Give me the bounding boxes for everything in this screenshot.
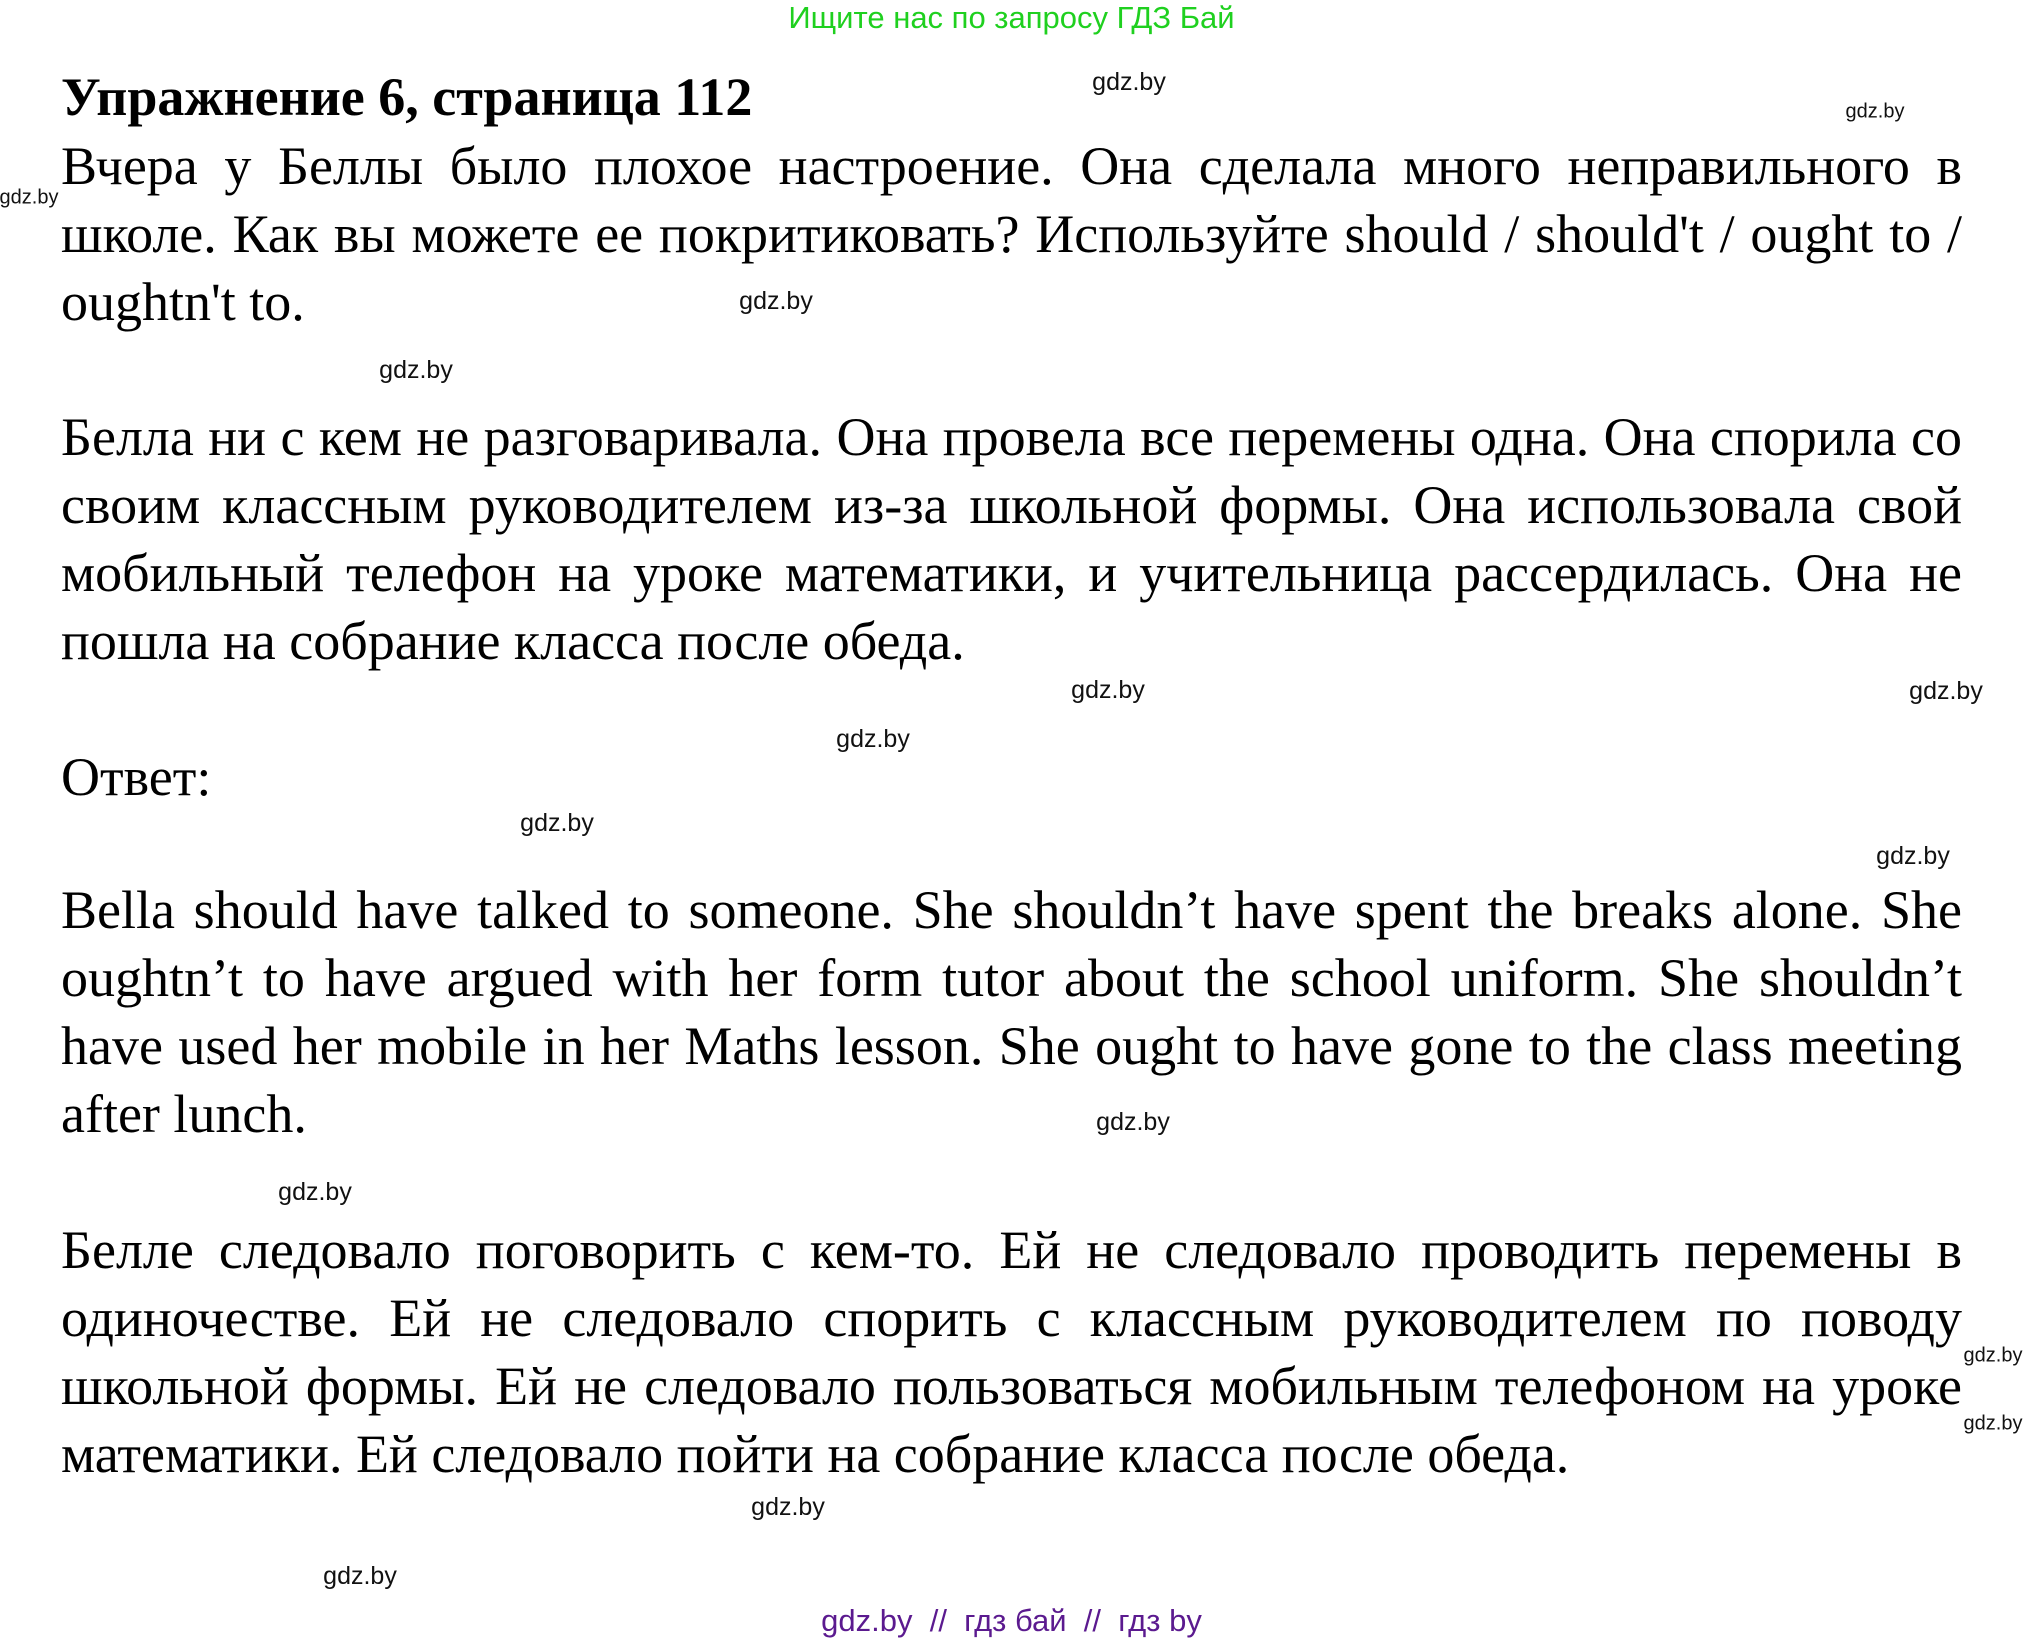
watermark: gdz.by <box>1876 842 1950 870</box>
page-title: Упражнение 6, страница 112 <box>61 67 753 127</box>
watermark: gdz.by <box>739 287 813 315</box>
answer-label: Ответ: <box>61 747 212 807</box>
situation-text: Белла ни с кем не разговаривала. Она провела все перемены одна. Она спорила со своим классным руководителем из-за школьной формы. Она использовала свой мобильный телефон на уроке математики, и учительница рассердилась. Она не пошла на собрание класса после обеда. <box>61 407 1962 671</box>
watermark: gdz.by <box>323 1562 397 1590</box>
answer-english: Bella should have talked to someone. She shouldn’t have spent the breaks alone. She oughtn’t to have argued with her form tutor about the school uniform. She shouldn’t have used her mobile in her Maths lesson. She ought to have gone to the class meeting after lunch. <box>61 880 1962 1144</box>
watermark: gdz.by <box>1071 676 1145 704</box>
watermark: gdz.by <box>1909 677 1983 705</box>
watermark: gdz.by <box>1092 68 1166 96</box>
task-text: Вчера у Беллы было плохое настроение. Она сделала много неправильного в школе. Как вы можете ее покритиковать? Используйте should / should't / ought to / oughtn't to. <box>61 136 1962 332</box>
watermark: gdz.by <box>379 356 453 384</box>
watermark: gdz.by <box>1963 1344 2023 1367</box>
search-hint-link[interactable]: Ищите нас по запросу ГДЗ Бай <box>788 0 1235 35</box>
watermark: gdz.by <box>836 725 910 753</box>
watermark: gdz.by <box>1845 100 1905 123</box>
watermark: gdz.by <box>278 1178 352 1206</box>
watermark: gdz.by <box>1963 1412 2023 1435</box>
watermark: gdz.by <box>520 809 594 837</box>
answer-russian: Белле следовало поговорить с кем-то. Ей не следовало проводить перемены в одиночестве. Ей не следовало спорить с классным руководителем по поводу школьной формы. Ей не следовало пользоваться мобильным телефоном на уроке математики. Ей следовало пойти на собрание класса после обеда. <box>61 1220 1962 1484</box>
watermark: gdz.by <box>0 186 59 209</box>
watermark: gdz.by <box>751 1493 825 1521</box>
watermark: gdz.by <box>1096 1108 1170 1136</box>
footer-links[interactable]: gdz.by // гдз бай // гдз by <box>821 1603 1202 1638</box>
